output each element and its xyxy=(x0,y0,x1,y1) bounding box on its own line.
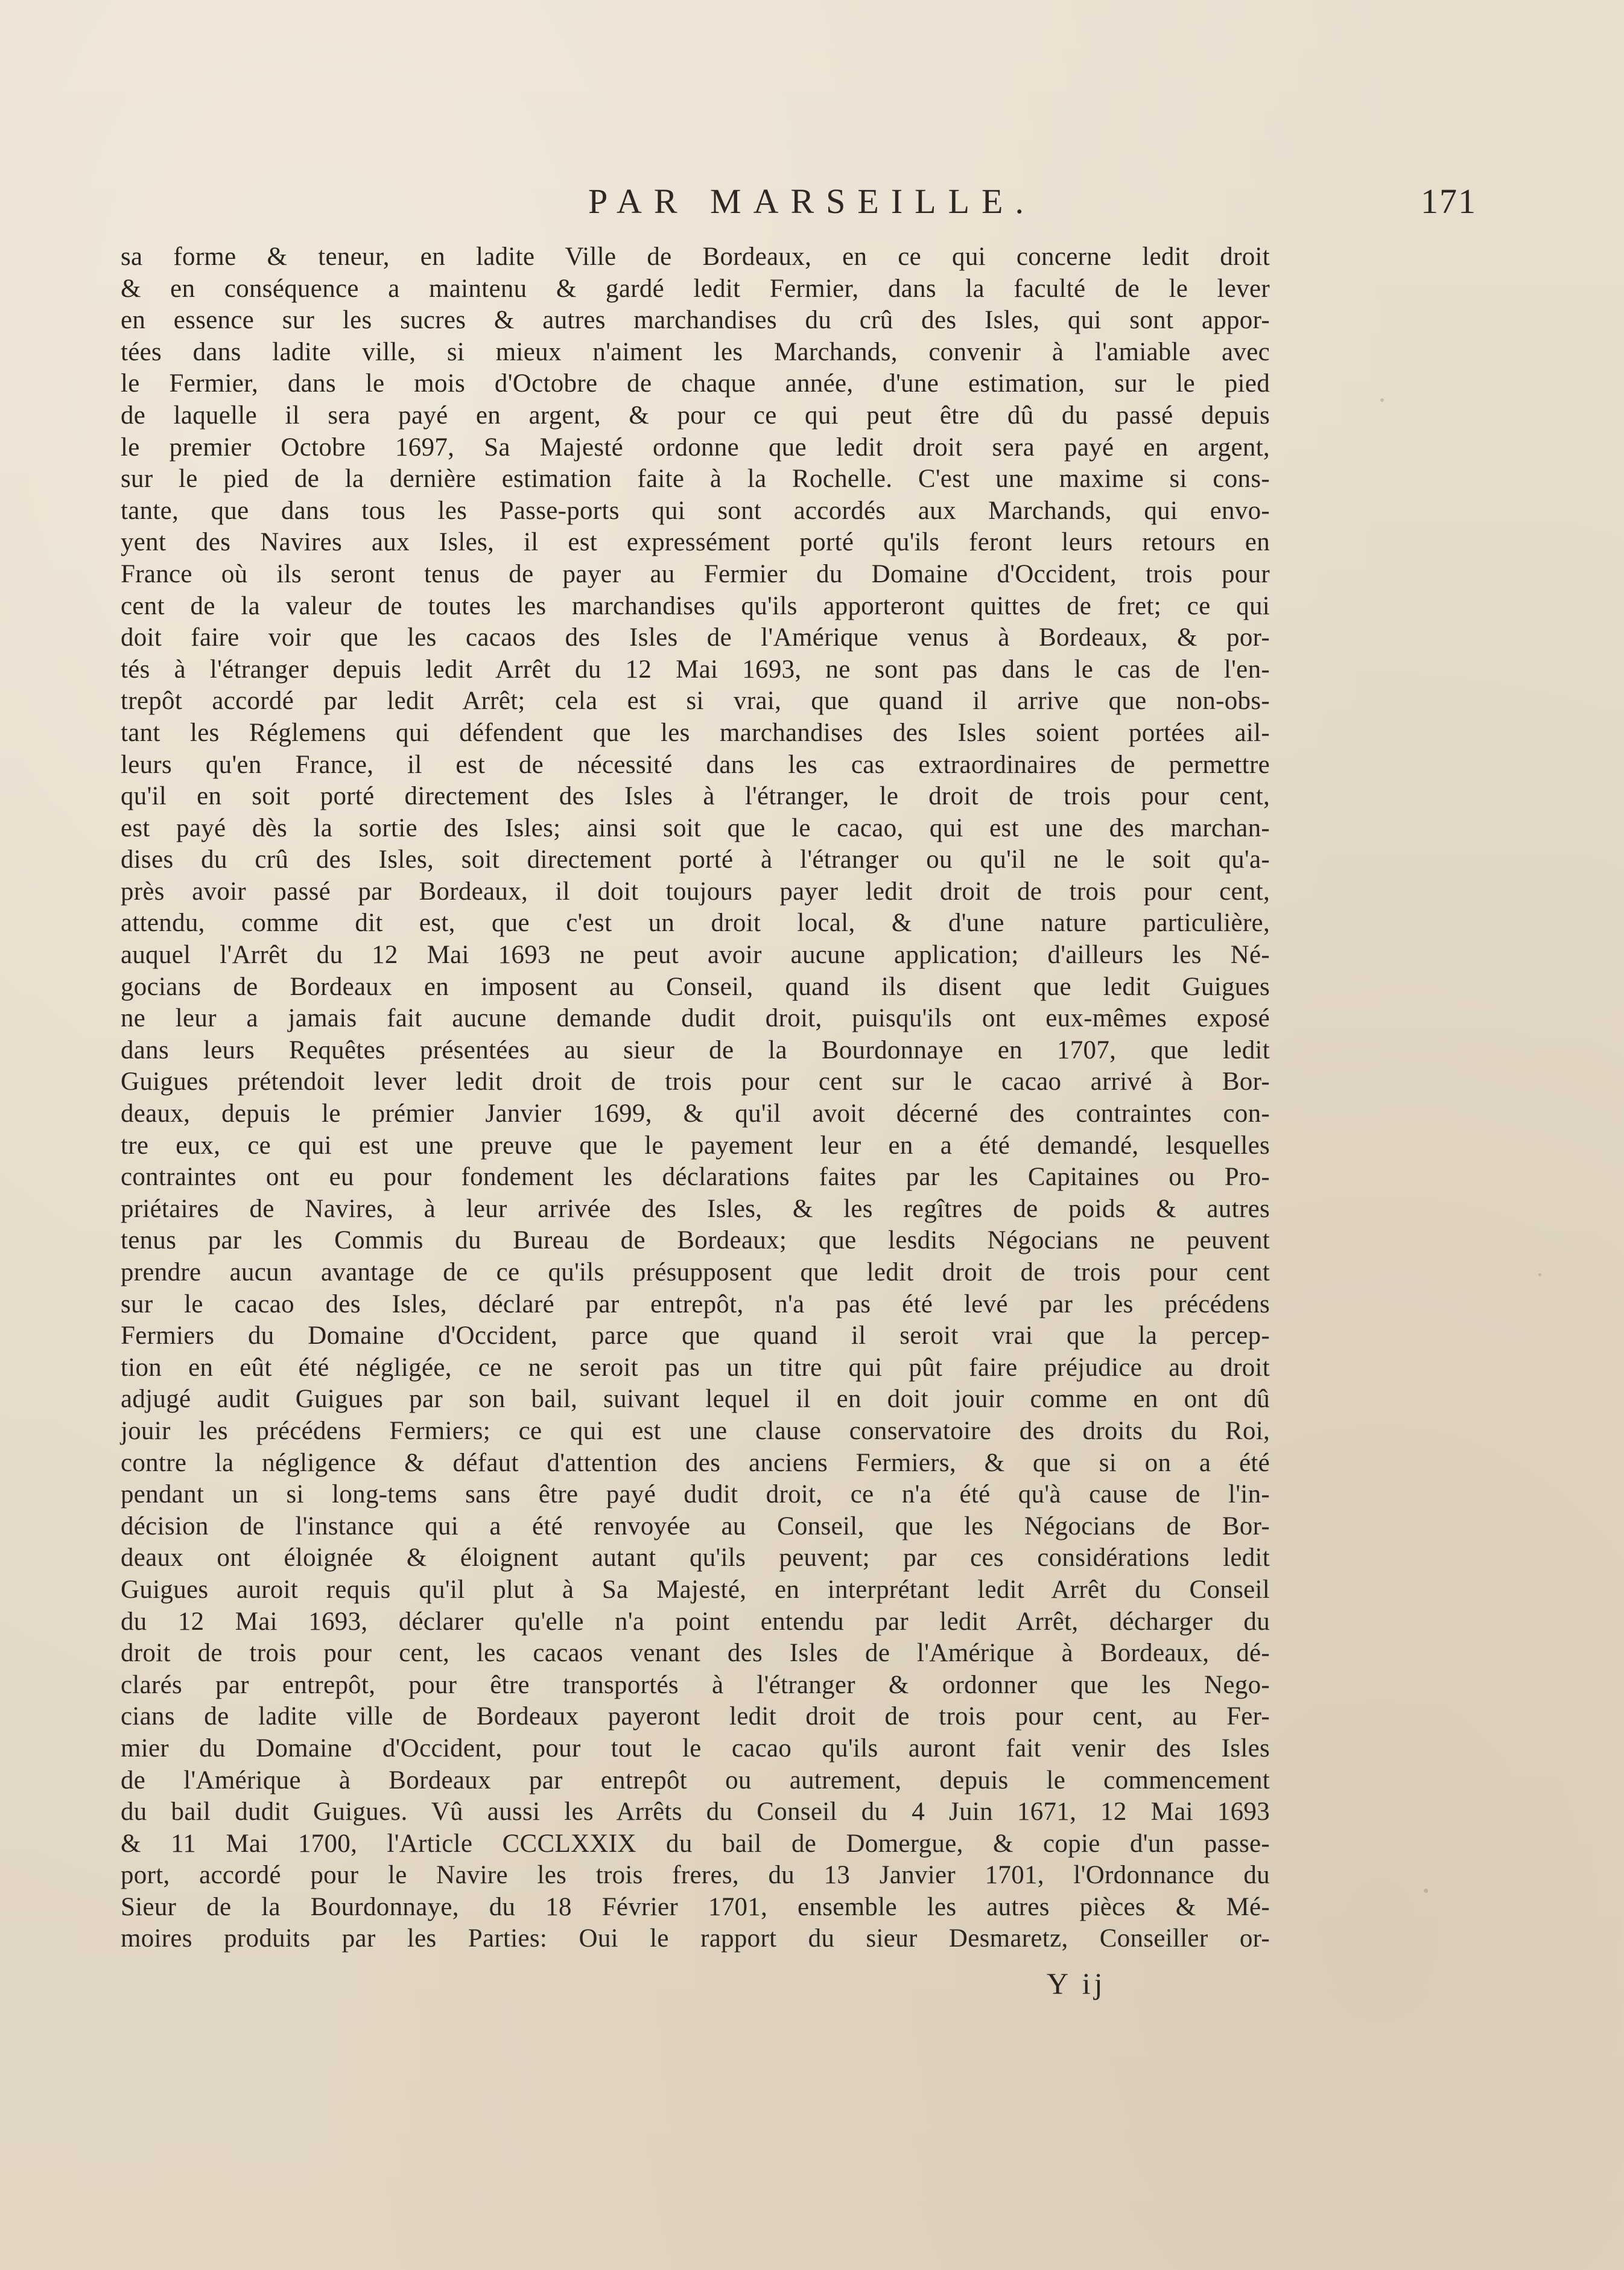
text-line: cent de la valeur de toutes les marchandises qu'ils apporteront quittes de fret; ce qui xyxy=(121,591,1270,620)
text-line: adjugé audit Guigues par son bail, suivant lequel il en doit jouir comme en ont dû xyxy=(121,1385,1270,1414)
text-line: jouir les précédens Fermiers; ce qui est une clause conservatoire des droits du Roi, xyxy=(121,1416,1270,1445)
text-line: qu'il en soit porté directement des Isles à l'étranger, le droit de trois pour cent, xyxy=(121,782,1270,811)
text-line: auquel l'Arrêt du 12 Mai 1693 ne peut avoir aucune application; d'ailleurs les Né- xyxy=(121,941,1270,970)
text-line: droit de trois pour cent, les cacaos venant des Isles de l'Amérique à Bordeaux, dé- xyxy=(121,1639,1270,1668)
text-line: est payé dès la sortie des Isles; ainsi soit que le cacao, qui est une des marchan- xyxy=(121,813,1270,842)
text-line: près avoir passé par Bordeaux, il doit toujours payer ledit droit de trois pour cent, xyxy=(121,877,1270,906)
text-line: prendre aucun avantage de ce qu'ils présupposent que ledit droit de trois pour cent xyxy=(121,1258,1270,1286)
text-line: moires produits par les Parties: Oui le rapport du sieur Desmaretz, Conseiller or- xyxy=(121,1924,1270,1953)
text-line: Fermiers du Domaine d'Occident, parce que quand il seroit vrai que la percep- xyxy=(121,1321,1270,1350)
text-line: clarés par entrepôt, pour être transportés à l'étranger & ordonner que les Nego- xyxy=(121,1670,1270,1699)
foxing-spot xyxy=(1380,398,1384,402)
text-line: de l'Amérique à Bordeaux par entrepôt ou autrement, depuis le commencement xyxy=(121,1766,1270,1795)
foxing-spot xyxy=(1424,1889,1428,1893)
text-line: le Fermier, dans le mois d'Octobre de chaque année, d'une estimation, sur le pied xyxy=(121,369,1270,398)
text-line: de laquelle il sera payé en argent, & pour ce qui peut être dû du passé depuis xyxy=(121,401,1270,430)
text-line: attendu, comme dit est, que c'est un droit local, & d'une nature particulière, xyxy=(121,909,1270,938)
body-text xyxy=(121,241,1270,1955)
text-line: dans leurs Requêtes présentées au sieur de la Bourdonnaye en 1707, que ledit xyxy=(121,1035,1270,1064)
text-line: sur le cacao des Isles, déclaré par entrepôt, n'a pas été levé par les précédens xyxy=(121,1289,1270,1318)
text-line: & en conséquence a maintenu & gardé ledit Fermier, dans la faculté de le lever xyxy=(121,274,1270,303)
text-line: deaux, depuis le prémier Janvier 1699, & qu'il avoit décerné des contraintes con- xyxy=(121,1099,1270,1128)
text-line: le premier Octobre 1697, Sa Majesté ordonne que ledit droit sera payé en argent, xyxy=(121,433,1270,462)
text-line: priétaires de Navires, à leur arrivée des Isles, & les regîtres de poids & autres xyxy=(121,1194,1270,1223)
text-line: pendant un si long-tems sans être payé dudit droit, ce n'a été qu'à cause de l'in- xyxy=(121,1480,1270,1509)
text-line: mier du Domaine d'Occident, pour tout le cacao qu'ils auront fait venir des Isles xyxy=(121,1734,1270,1763)
text-line: tante, que dans tous les Passe-ports qui sont accordés aux Marchands, qui envo- xyxy=(121,496,1270,525)
text-line: tées dans ladite ville, si mieux n'aiment les Marchands, convenir à l'amiable avec xyxy=(121,337,1270,366)
text-line: port, accordé pour le Navire les trois freres, du 13 Janvier 1701, l'Ordonnance du xyxy=(121,1861,1270,1890)
text-line: contre la négligence & défaut d'attention des anciens Fermiers, & que si on a été xyxy=(121,1448,1270,1477)
text-line: contraintes ont eu pour fondement les déclarations faites par les Capitaines ou Pro- xyxy=(121,1163,1270,1192)
text-line: tant les Réglemens qui défendent que les marchandises des Isles soient portées ail- xyxy=(121,718,1270,747)
text-line: du bail dudit Guigues. Vû aussi les Arrêts du Conseil du 4 Juin 1671, 12 Mai 1693 xyxy=(121,1798,1270,1826)
text-line: trepôt accordé par ledit Arrêt; cela est si vrai, que quand il arrive que non-obs- xyxy=(121,687,1270,716)
text-line: tion en eût été négligée, ce ne seroit pas un titre qui pût faire préjudice au droit xyxy=(121,1353,1270,1382)
text-line: sur le pied de la dernière estimation faite à la Rochelle. C'est une maxime si cons- xyxy=(121,465,1270,494)
text-line: en essence sur les sucres & autres marchandises du crû des Isles, qui sont appor- xyxy=(121,306,1270,335)
text-line: France où ils seront tenus de payer au Fermier du Domaine d'Occident, trois pour xyxy=(121,559,1270,588)
text-line: dises du crû des Isles, soit directement porté à l'étranger ou qu'il ne le soit qu'a- xyxy=(121,845,1270,874)
page-number: 171 xyxy=(1421,182,1477,221)
text-line: sa forme & teneur, en ladite Ville de Bordeaux, en ce qui concerne ledit droit xyxy=(121,243,1270,271)
text-line: Sieur de la Bourdonnaye, du 18 Février 1701, ensemble les autres pièces & Mé- xyxy=(121,1892,1270,1921)
text-line: cians de ladite ville de Bordeaux payeront ledit droit de trois pour cent, au Fer- xyxy=(121,1702,1270,1731)
text-line: gocians de Bordeaux en imposent au Conseil, quand ils disent que ledit Guigues xyxy=(121,972,1270,1001)
text-line: tenus par les Commis du Bureau de Bordeaux; que lesdits Négocians ne peuvent xyxy=(121,1226,1270,1255)
text-line: décision de l'instance qui a été renvoyée au Conseil, que les Négocians de Bor- xyxy=(121,1512,1270,1540)
text-line: doit faire voir que les cacaos des Isles de l'Amérique venus à Bordeaux, & por- xyxy=(121,623,1270,652)
text-line: Guigues auroit requis qu'il plut à Sa Majesté, en interprétant ledit Arrêt du Conseil xyxy=(121,1575,1270,1604)
foxing-spot xyxy=(1538,1273,1541,1276)
text-line: leurs qu'en France, il est de nécessité dans les cas extraordinaires de permettre xyxy=(121,750,1270,779)
signature-mark: Y ij xyxy=(1047,1966,1106,2000)
text-line: tés à l'étranger depuis ledit Arrêt du 12 Mai 1693, ne sont pas dans le cas de l'en- xyxy=(121,655,1270,684)
text-line: yent des Navires aux Isles, il est expressément porté qu'ils feront leurs retours en xyxy=(121,528,1270,557)
text-line: tre eux, ce qui est une preuve que le payement leur en a été demandé, lesquelles xyxy=(121,1131,1270,1160)
text-line: du 12 Mai 1693, déclarer qu'elle n'a point entendu par ledit Arrêt, décharger du xyxy=(121,1607,1270,1636)
text-line: ne leur a jamais fait aucune demande dudit droit, puisqu'ils ont eux-mêmes exposé xyxy=(121,1004,1270,1033)
text-line: & 11 Mai 1700, l'Article CCCLXXIX du bail de Domergue, & copie d'un passe- xyxy=(121,1829,1270,1858)
text-line: Guigues prétendoit lever ledit droit de trois pour cent sur le cacao arrivé à Bor- xyxy=(121,1067,1270,1096)
text-line: deaux ont éloignée & éloignent autant qu'ils peuvent; par ces considérations ledit xyxy=(121,1544,1270,1572)
running-head: PAR MARSEILLE. xyxy=(588,182,1036,221)
